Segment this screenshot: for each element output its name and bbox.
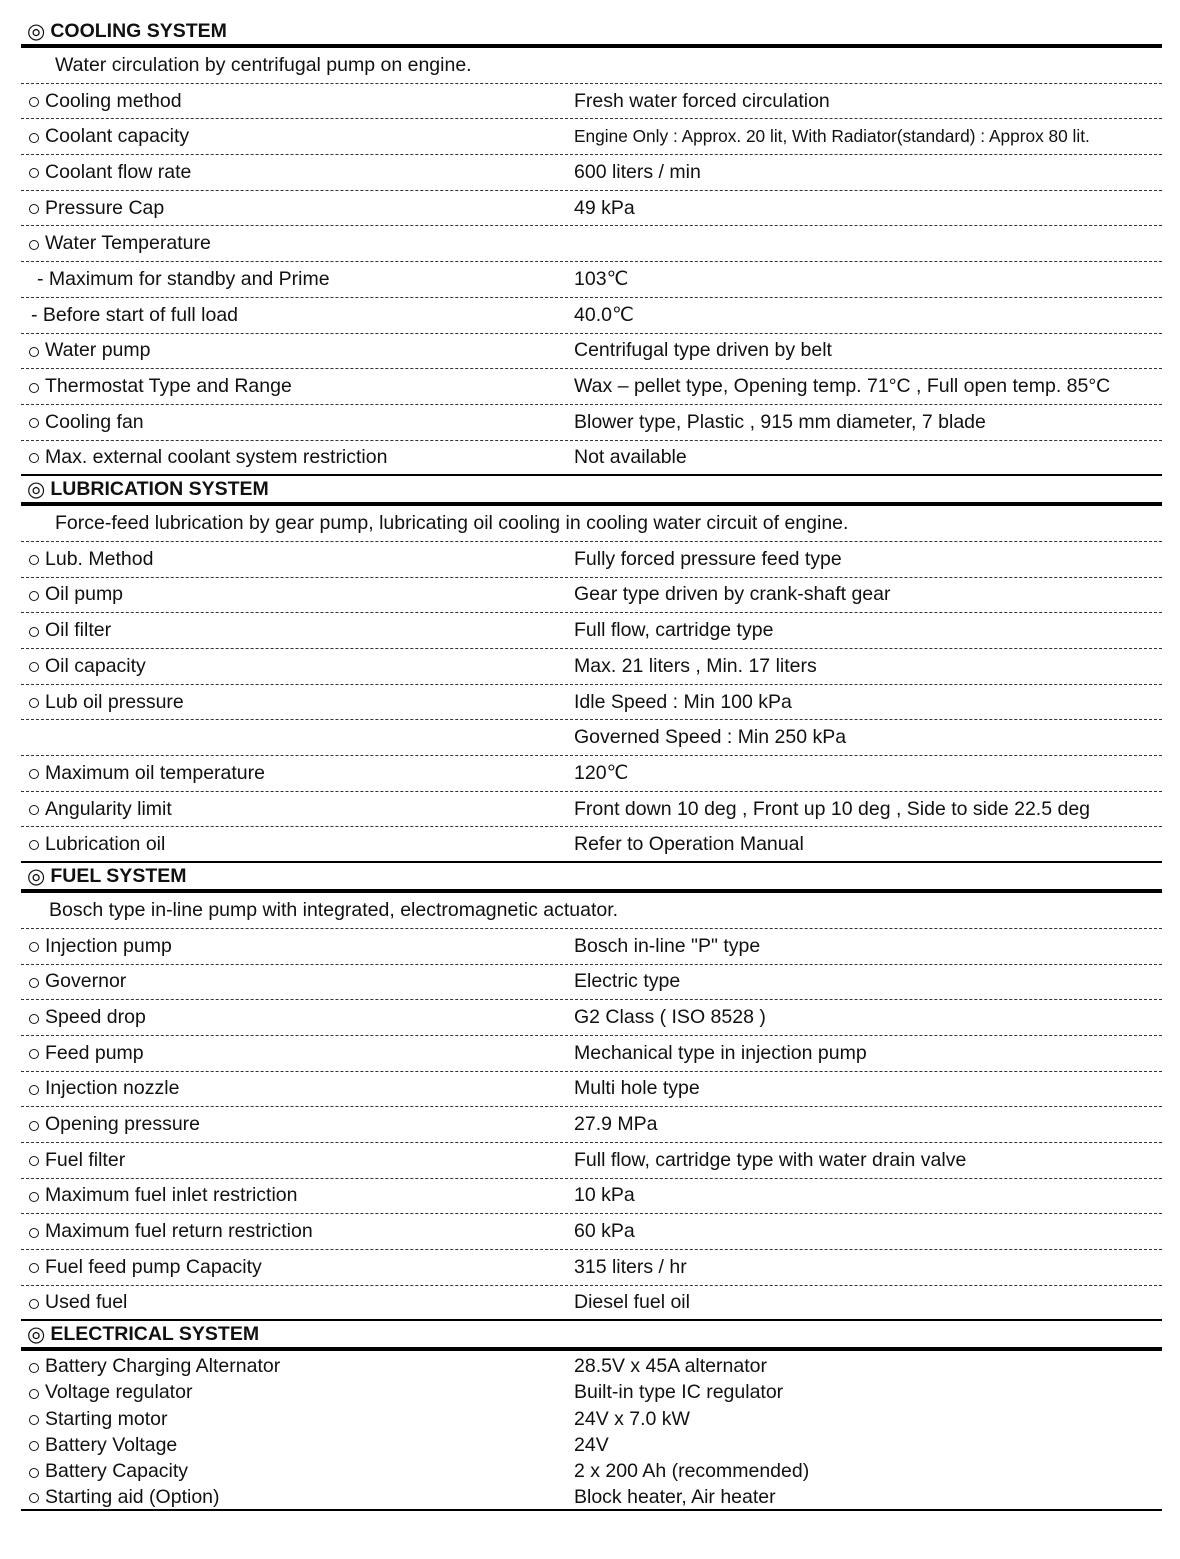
- spec-label: Oil capacity: [45, 654, 146, 677]
- spec-value: 28.5V x 45A alternator: [574, 1355, 767, 1378]
- section-header-fuel: [21, 863, 1162, 893]
- spec-row: [21, 405, 1162, 441]
- spec-value: Fully forced pressure feed type: [574, 547, 842, 570]
- spec-row: [21, 827, 1162, 863]
- spec-value: Block heater, Air heater: [574, 1485, 776, 1508]
- double-circle-icon: ◎: [27, 18, 46, 43]
- spec-value: Refer to Operation Manual: [574, 832, 804, 855]
- spec-row: [21, 119, 1162, 155]
- spec-label: Battery Capacity: [45, 1460, 189, 1483]
- double-circle-icon: ◎: [27, 1321, 46, 1346]
- spec-value: Governed Speed : Min 250 kPa: [574, 726, 847, 749]
- circle-bullet-icon: [29, 1263, 39, 1273]
- spec-label: Cooling fan: [45, 410, 144, 433]
- circle-bullet-icon: [29, 1085, 39, 1095]
- section-intro: Bosch type in-line pump with integrated, electromagnetic actuator.: [21, 893, 1162, 929]
- circle-bullet-icon: [29, 418, 39, 428]
- spec-row: [21, 965, 1162, 1001]
- spec-label: Thermostat Type and Range: [45, 375, 292, 398]
- spec-row: [21, 613, 1162, 649]
- spec-row: [21, 1250, 1162, 1286]
- spec-label: Lub. Method: [45, 547, 154, 570]
- circle-bullet-icon: [29, 383, 39, 393]
- spec-value: 27.9 MPa: [574, 1113, 658, 1136]
- spec-row: [21, 542, 1162, 578]
- circle-bullet-icon: [29, 1121, 39, 1131]
- spec-row: [21, 334, 1162, 370]
- circle-bullet-icon: [29, 1014, 39, 1024]
- spec-value: Full flow, cartridge type with water drain valve: [574, 1148, 967, 1171]
- circle-bullet-icon: [29, 805, 39, 815]
- spec-value: 120℃: [574, 762, 629, 785]
- spec-label: Coolant flow rate: [45, 160, 192, 183]
- circle-bullet-icon: [29, 978, 39, 988]
- spec-row: [21, 720, 1162, 756]
- spec-label: Pressure Cap: [45, 196, 165, 219]
- circle-bullet-icon: [29, 347, 39, 357]
- spec-row: [21, 1072, 1162, 1108]
- circle-bullet-icon: [29, 1441, 39, 1451]
- spec-label: Voltage regulator: [45, 1381, 193, 1404]
- spec-label: Maximum fuel return restriction: [45, 1220, 313, 1243]
- circle-bullet-icon: [29, 1468, 39, 1478]
- spec-label: Oil filter: [45, 619, 112, 642]
- circle-bullet-icon: [29, 1192, 39, 1202]
- spec-label: Coolant capacity: [45, 125, 190, 148]
- circle-bullet-icon: [29, 942, 39, 952]
- circle-bullet-icon: [29, 1228, 39, 1238]
- spec-label: Lub oil pressure: [45, 690, 184, 713]
- double-circle-icon: ◎: [27, 476, 46, 501]
- spec-label: Opening pressure: [45, 1113, 201, 1136]
- section-title: FUEL SYSTEM: [50, 864, 187, 887]
- circle-bullet-icon: [29, 662, 39, 672]
- circle-bullet-icon: [29, 1415, 39, 1425]
- spec-value: Mechanical type in injection pump: [574, 1041, 867, 1064]
- circle-bullet-icon: [29, 133, 39, 143]
- spec-label: Battery Voltage: [45, 1433, 178, 1456]
- spec-value: Max. 21 liters , Min. 17 liters: [574, 654, 817, 677]
- circle-bullet-icon: [29, 555, 39, 565]
- spec-row: [21, 226, 1162, 262]
- spec-label: Feed pump: [45, 1041, 144, 1064]
- spec-row: [21, 1353, 1162, 1379]
- spec-label: Injection pump: [45, 934, 172, 957]
- section-intro: Water circulation by centrifugal pump on engine.: [21, 48, 1162, 84]
- circle-bullet-icon: [29, 627, 39, 637]
- spec-value: 10 kPa: [574, 1184, 635, 1207]
- spec-row: [21, 685, 1162, 721]
- spec-label: Starting aid (Option): [45, 1485, 220, 1508]
- spec-label: Speed drop: [45, 1006, 146, 1029]
- spec-row: [21, 1107, 1162, 1143]
- double-circle-icon: ◎: [27, 863, 46, 888]
- spec-value: 600 liters / min: [574, 160, 701, 183]
- spec-value: Gear type driven by crank-shaft gear: [574, 583, 891, 606]
- spec-value: 40.0℃: [574, 304, 634, 327]
- spec-value: Fresh water forced circulation: [574, 89, 830, 112]
- spec-row: [21, 191, 1162, 227]
- spec-row: [21, 1459, 1162, 1485]
- spec-row: [21, 1143, 1162, 1179]
- spec-value: Idle Speed : Min 100 kPa: [574, 690, 792, 713]
- spec-row: [21, 84, 1162, 120]
- spec-value: Wax – pellet type, Opening temp. 71°C , Full open temp. 85°C: [574, 375, 1111, 398]
- spec-row: [21, 929, 1162, 965]
- spec-label: Injection nozzle: [45, 1077, 180, 1100]
- spec-row: [21, 155, 1162, 191]
- spec-value: Blower type, Plastic , 915 mm diameter, 7 blade: [574, 410, 986, 433]
- spec-label: Max. external coolant system restriction: [45, 445, 388, 468]
- spec-value: Electric type: [574, 970, 681, 993]
- spec-label: Maximum fuel inlet restriction: [45, 1184, 298, 1207]
- section-title: COOLING SYSTEM: [50, 19, 227, 42]
- spec-row: [21, 369, 1162, 405]
- spec-value: Diesel fuel oil: [574, 1291, 690, 1314]
- circle-bullet-icon: [29, 698, 39, 708]
- section-title: ELECTRICAL SYSTEM: [50, 1322, 260, 1345]
- spec-label: Cooling method: [45, 89, 182, 112]
- spec-row: [21, 792, 1162, 828]
- spec-value: 24V x 7.0 kW: [574, 1407, 690, 1430]
- circle-bullet-icon: [29, 1156, 39, 1166]
- spec-value: 49 kPa: [574, 196, 635, 219]
- spec-label: Governor: [45, 970, 127, 993]
- spec-row: [21, 298, 1162, 334]
- circle-bullet-icon: [29, 168, 39, 178]
- spec-label: - Maximum for standby and Prime: [37, 267, 330, 290]
- spec-value: 60 kPa: [574, 1220, 635, 1243]
- circle-bullet-icon: [29, 591, 39, 601]
- circle-bullet-icon: [29, 840, 39, 850]
- spec-value: Bosch in-line "P" type: [574, 934, 761, 957]
- spec-row: [21, 1000, 1162, 1036]
- spec-value: 2 x 200 Ah (recommended): [574, 1460, 810, 1483]
- spec-row: [21, 1406, 1162, 1432]
- circle-bullet-icon: [29, 769, 39, 779]
- section-header-electrical: [21, 1321, 1162, 1351]
- spec-value: Built-in type IC regulator: [574, 1381, 784, 1404]
- circle-bullet-icon: [29, 204, 39, 214]
- spec-value: Full flow, cartridge type: [574, 619, 774, 642]
- spec-label: Fuel filter: [45, 1148, 126, 1171]
- spec-label: Battery Charging Alternator: [45, 1355, 281, 1378]
- section-header-lubrication: [21, 476, 1162, 506]
- spec-row: [21, 578, 1162, 614]
- spec-label: Angularity limit: [45, 797, 172, 820]
- spec-label: Fuel feed pump Capacity: [45, 1255, 262, 1278]
- spec-value: Not available: [574, 445, 687, 468]
- circle-bullet-icon: [29, 1049, 39, 1059]
- spec-sheet: [21, 18, 1162, 1511]
- spec-value: Engine Only : Approx. 20 lit, With Radiator(standard) : Approx 80 lit.: [574, 126, 1090, 147]
- circle-bullet-icon: [29, 240, 39, 250]
- spec-row: [21, 1485, 1162, 1511]
- circle-bullet-icon: [29, 1493, 39, 1503]
- spec-value: Centrifugal type driven by belt: [574, 339, 832, 362]
- section-header-cooling: [21, 18, 1162, 48]
- spec-value: G2 Class ( ISO 8528 ): [574, 1006, 766, 1029]
- spec-label: Lubrication oil: [45, 832, 166, 855]
- spec-label: Water Temperature: [45, 232, 211, 255]
- section-intro: Force-feed lubrication by gear pump, lubricating oil cooling in cooling water circuit of engine.: [21, 506, 1162, 542]
- circle-bullet-icon: [29, 1363, 39, 1373]
- spec-value: Multi hole type: [574, 1077, 700, 1100]
- spec-label: Starting motor: [45, 1407, 168, 1430]
- spec-row: [21, 1179, 1162, 1215]
- spec-row: [21, 1036, 1162, 1072]
- spec-label: Oil pump: [45, 583, 124, 606]
- circle-bullet-icon: [29, 1299, 39, 1309]
- spec-value: Front down 10 deg , Front up 10 deg , Side to side 22.5 deg: [574, 797, 1091, 820]
- spec-value: 315 liters / hr: [574, 1255, 687, 1278]
- spec-row: [21, 1286, 1162, 1322]
- spec-label: - Before start of full load: [31, 303, 239, 326]
- spec-row: [21, 756, 1162, 792]
- spec-row: [21, 441, 1162, 477]
- spec-label: Used fuel: [45, 1291, 128, 1314]
- spec-row: [21, 1214, 1162, 1250]
- section-title: LUBRICATION SYSTEM: [50, 477, 269, 500]
- spec-value: 24V: [574, 1433, 609, 1456]
- spec-label: Water pump: [45, 339, 151, 362]
- spec-row: [21, 649, 1162, 685]
- spec-value: 103℃: [574, 268, 629, 291]
- spec-row: [21, 1432, 1162, 1458]
- spec-row: [21, 1380, 1162, 1406]
- spec-label: Maximum oil temperature: [45, 761, 265, 784]
- circle-bullet-icon: [29, 453, 39, 463]
- circle-bullet-icon: [29, 1389, 39, 1399]
- spec-row: [21, 262, 1162, 298]
- circle-bullet-icon: [29, 97, 39, 107]
